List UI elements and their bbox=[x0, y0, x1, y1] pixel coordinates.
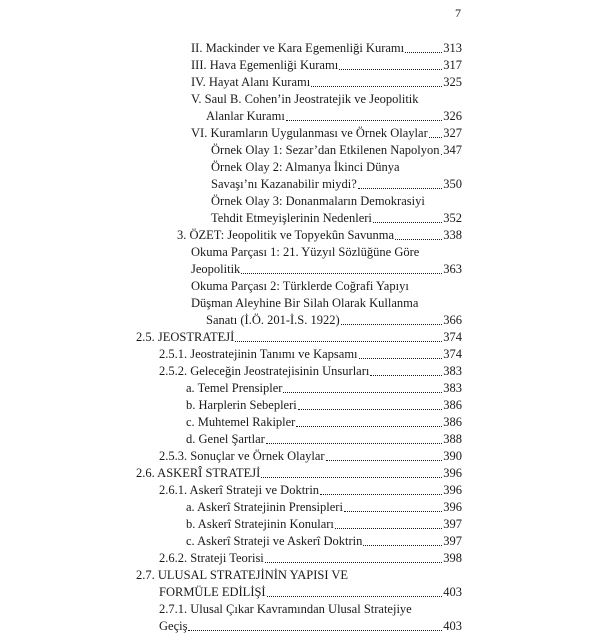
toc-page-number: 396 bbox=[443, 483, 462, 497]
toc-entry-title: 2.5.1. Jeostratejinin Tanımı ve Kapsamı bbox=[159, 347, 358, 361]
toc-entry-title: III. Hava Egemenliği Kuramı bbox=[191, 58, 339, 72]
toc-entry bbox=[159, 618, 462, 635]
toc-entry bbox=[206, 108, 462, 125]
toc-page-number: 327 bbox=[443, 126, 462, 140]
toc-entry bbox=[159, 584, 462, 601]
toc-dot-leader bbox=[267, 596, 442, 597]
toc-page-number: 386 bbox=[443, 415, 462, 429]
toc-entry bbox=[191, 91, 462, 108]
toc-page-number: 338 bbox=[443, 228, 462, 242]
toc-page-number: 398 bbox=[443, 551, 462, 565]
toc-entry bbox=[206, 312, 462, 329]
toc-entry bbox=[211, 159, 462, 176]
toc-entry-title: 2.6.2. Strateji Teorisi bbox=[159, 551, 264, 565]
toc-dot-leader bbox=[344, 511, 442, 512]
toc-entry bbox=[159, 346, 462, 363]
toc-entry-title: 2.7.1. Ulusal Çıkar Kavramından Ulusal Stratejiye bbox=[159, 602, 412, 616]
toc-dot-leader bbox=[395, 239, 442, 240]
toc-entry bbox=[186, 533, 462, 550]
toc-page-number: 396 bbox=[443, 500, 462, 514]
toc-entry bbox=[136, 329, 462, 346]
toc-page-number: 374 bbox=[443, 330, 462, 344]
toc-page-number: 388 bbox=[443, 432, 462, 446]
toc-entry-title: V. Saul B. Cohen’in Jeostratejik ve Jeopolitik bbox=[191, 92, 419, 106]
toc-entry bbox=[186, 431, 462, 448]
toc-entry bbox=[159, 448, 462, 465]
toc-dot-leader bbox=[298, 409, 442, 410]
toc-entry bbox=[159, 363, 462, 380]
toc-dot-leader bbox=[359, 358, 442, 359]
toc-entry bbox=[136, 465, 462, 482]
toc-dot-leader bbox=[261, 477, 442, 478]
toc-page-number: 325 bbox=[443, 75, 462, 89]
toc-dot-leader bbox=[341, 324, 442, 325]
toc-dot-leader bbox=[265, 562, 442, 563]
toc-entry bbox=[186, 397, 462, 414]
toc-entry-title: Alanlar Kuramı bbox=[206, 109, 285, 123]
toc-entry-title: Örnek Olay 2: Almanya İkinci Dünya bbox=[211, 160, 400, 174]
toc-entry bbox=[136, 567, 462, 584]
toc-page-number: 383 bbox=[443, 364, 462, 378]
toc-page-number: 326 bbox=[443, 109, 462, 123]
toc-entry-title: Okuma Parçası 1: 21. Yüzyıl Sözlüğüne Göre bbox=[191, 245, 420, 259]
toc-entry-title: Okuma Parçası 2: Türklerde Coğrafi Yapıyı bbox=[191, 279, 409, 293]
toc-dot-leader bbox=[358, 188, 442, 189]
toc-entry bbox=[211, 210, 462, 227]
toc-dot-leader bbox=[405, 52, 442, 53]
toc-page-number: 397 bbox=[443, 534, 462, 548]
toc-dot-leader bbox=[373, 222, 442, 223]
toc-entry-title: c. Muhtemel Rakipler bbox=[186, 415, 296, 429]
toc-dot-leader bbox=[283, 392, 442, 393]
toc-page-number: 403 bbox=[443, 585, 462, 599]
toc-entry-title: a. Askerî Stratejinin Prensipleri bbox=[186, 500, 343, 514]
toc-entry bbox=[159, 550, 462, 567]
toc-entry-title: Tehdit Etmeyişlerinin Nedenleri bbox=[211, 211, 372, 225]
toc-page-number: 366 bbox=[443, 313, 462, 327]
toc-dot-leader bbox=[370, 375, 442, 376]
page-number: 7 bbox=[455, 6, 461, 20]
toc-entry-title: Geçiş bbox=[159, 619, 188, 633]
toc-entry bbox=[191, 74, 462, 91]
toc-page-number: 386 bbox=[443, 398, 462, 412]
toc-entry bbox=[186, 516, 462, 533]
toc-entry bbox=[191, 125, 462, 142]
toc-entry-title: 2.5.2. Geleceğin Jeostratejisinin Unsurları bbox=[159, 364, 370, 378]
toc-entry-title: IV. Hayat Alanı Kuramı bbox=[191, 75, 311, 89]
toc-dot-leader bbox=[320, 494, 442, 495]
toc-page-number: 363 bbox=[443, 262, 462, 276]
toc-entry bbox=[191, 261, 462, 278]
toc-entry bbox=[186, 380, 462, 397]
toc-entry bbox=[191, 40, 462, 57]
toc-dot-leader bbox=[339, 69, 442, 70]
toc-entry-title: 3. ÖZET: Jeopolitik ve Topyekûn Savunma bbox=[177, 228, 394, 242]
toc-entry-title: II. Mackinder ve Kara Egemenliği Kuramı bbox=[191, 41, 405, 55]
toc-entry bbox=[191, 278, 462, 295]
toc-entry bbox=[211, 193, 462, 210]
toc-entry-title: 2.6.1. Askerî Strateji ve Doktrin bbox=[159, 483, 320, 497]
toc-page-number: 390 bbox=[443, 449, 462, 463]
toc-entry-title: Örnek Olay 1: Sezar’dan Etkilenen Napolyon bbox=[211, 143, 440, 157]
toc-page-number: 317 bbox=[443, 58, 462, 72]
toc-dot-leader bbox=[266, 443, 442, 444]
toc-entry-title: a. Temel Prensipler bbox=[186, 381, 283, 395]
toc-entry-title: Jeopolitik bbox=[191, 262, 241, 276]
toc-page-number: 313 bbox=[443, 41, 462, 55]
toc-dot-leader bbox=[296, 426, 442, 427]
toc-entry bbox=[177, 227, 462, 244]
toc-dot-leader bbox=[441, 154, 442, 155]
toc-entry-title: 2.6. ASKERÎ STRATEJİ bbox=[136, 466, 261, 480]
toc-dot-leader bbox=[286, 120, 442, 121]
toc-entry-title: Düşman Aleyhine Bir Silah Olarak Kullanma bbox=[191, 296, 419, 310]
toc-entry-title: 2.5. JEOSTRATEJİ bbox=[136, 330, 235, 344]
toc-page-number: 403 bbox=[443, 619, 462, 633]
toc-dot-leader bbox=[326, 460, 442, 461]
toc-page-number: 352 bbox=[443, 211, 462, 225]
toc-entry bbox=[211, 176, 462, 193]
toc-entry bbox=[191, 57, 462, 74]
toc-entry bbox=[211, 142, 462, 159]
toc-entry bbox=[186, 499, 462, 516]
toc-dot-leader bbox=[429, 137, 442, 138]
toc-entry-title: Savaşı’nı Kazanabilir miydi? bbox=[211, 177, 357, 191]
toc-entry-title: Örnek Olay 3: Donanmaların Demokrasiyi bbox=[211, 194, 425, 208]
toc-entry-title: 2.7. ULUSAL STRATEJİNİN YAPISI VE bbox=[136, 568, 349, 582]
toc-dot-leader bbox=[241, 273, 442, 274]
toc-page-number: 397 bbox=[443, 517, 462, 531]
toc-entry-title: 2.5.3. Sonuçlar ve Örnek Olaylar bbox=[159, 449, 325, 463]
toc-page-number: 350 bbox=[443, 177, 462, 191]
toc-page-number: 374 bbox=[443, 347, 462, 361]
toc-entry bbox=[186, 414, 462, 431]
toc-entry bbox=[159, 601, 462, 618]
toc-page-number: 347 bbox=[443, 143, 462, 157]
toc-entry bbox=[191, 295, 462, 312]
toc-entry-title: b. Harplerin Sebepleri bbox=[186, 398, 297, 412]
toc-entry-title: c. Askerî Strateji ve Askerî Doktrin bbox=[186, 534, 363, 548]
toc-dot-leader bbox=[363, 545, 442, 546]
toc-entry bbox=[191, 244, 462, 261]
toc-entry-title: d. Genel Şartlar bbox=[186, 432, 265, 446]
toc-entry-title: Sanatı (İ.Ö. 201-İ.S. 1922) bbox=[206, 313, 340, 327]
toc-entry-title: VI. Kuramların Uygulanması ve Örnek Olaylar bbox=[191, 126, 428, 140]
toc-entry-title: FORMÜLE EDİLİŞİ bbox=[159, 585, 266, 599]
toc-page-number: 396 bbox=[443, 466, 462, 480]
toc-dot-leader bbox=[311, 86, 442, 87]
toc-dot-leader bbox=[235, 341, 442, 342]
toc-page-number: 383 bbox=[443, 381, 462, 395]
toc-entry-title: b. Askerî Stratejinin Konuları bbox=[186, 517, 334, 531]
toc-dot-leader bbox=[188, 630, 442, 631]
toc-entry bbox=[159, 482, 462, 499]
toc-dot-leader bbox=[335, 528, 442, 529]
